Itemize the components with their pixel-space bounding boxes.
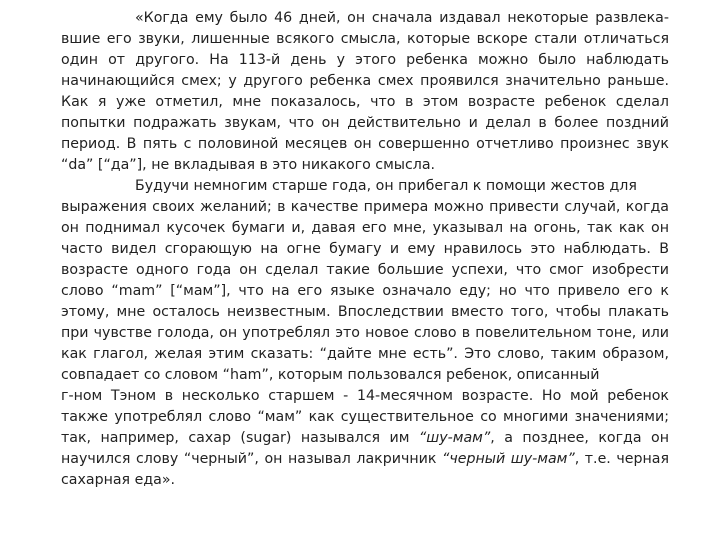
italic-term: “черный шу-мам” [442, 451, 575, 467]
text-line: слово “mam” [“мам”], что на его языке означало еду; но что привело его к [61, 283, 669, 299]
text-line: период. В пять с половиной месяцев он совершенно отчетливо произнес звук [61, 136, 669, 152]
text-line: он поднимал кусочек бумаги и, давая его мне, указывал на огонь, так как он [61, 220, 669, 236]
text-line: сахарная еда». [61, 472, 176, 488]
text-line [61, 449, 669, 470]
text-line: выражения своих желаний; в качестве примера можно привести случай, когда [61, 199, 669, 215]
text-line: возрасте одного года он сделал такие большие успехи, что смог изобрести [61, 262, 669, 278]
text-line: попытки подражать звукам, что он действительно и делал в более поздний [61, 115, 669, 131]
text-line: начинающийся смех; у другого ребенка смех проявился значительно раньше. [61, 73, 669, 89]
text-line: также употреблял слово “мам” как существительное со многими значениями; [61, 409, 669, 425]
text-line: “da” [“да”], не вкладывая в это никакого смысла. [61, 157, 436, 173]
document-page [61, 8, 669, 491]
text-line: как глагол, желая этим сказать: “дайте мне есть”. Это слово, таким образом, [61, 346, 669, 362]
italic-term: “шу-мам” [418, 430, 491, 446]
text-line: г-ном Тэном в несколько старшем - 14-месячном возрасте. Но мой ребенок [61, 388, 669, 404]
text-line: часто видел сгорающую на огне бумагу и ему нравилось это наблюдать. В [61, 241, 669, 257]
text-line [61, 428, 669, 449]
text-line: совпадает со словом “ham”, которым пользовался ребенок, описанный [61, 367, 600, 383]
text-line: этому, мне осталось неизвестным. Впоследствии вместо того, чтобы плакать [61, 304, 669, 320]
text-line: один от другого. На 113-й день у этого ребенка можно было наблюдать [61, 52, 669, 68]
text-line: Будучи немногим старше года, он прибегал к помощи жестов для [135, 178, 637, 194]
text-segment: , т.е. черная [574, 451, 669, 467]
text-line: Как я уже отметил, мне показалось, что в этом возрасте ребенок сделал [61, 94, 669, 110]
text-line: «Когда ему было 46 дней, он сначала издавал некоторые развлека- [135, 10, 669, 26]
text-segment: так, например, сахар (sugar) назывался им [61, 430, 419, 446]
text-segment: научился слову “черный”, он называл лакричник [61, 451, 442, 467]
text-line: вшие его звуки, лишенные всякого смысла, которые вскоре стали отличаться [61, 31, 669, 47]
text-line: при чувстве голода, он употреблял это новое слово в повелительном тоне, или [61, 325, 669, 341]
text-segment: , а позднее, когда он [490, 430, 669, 446]
